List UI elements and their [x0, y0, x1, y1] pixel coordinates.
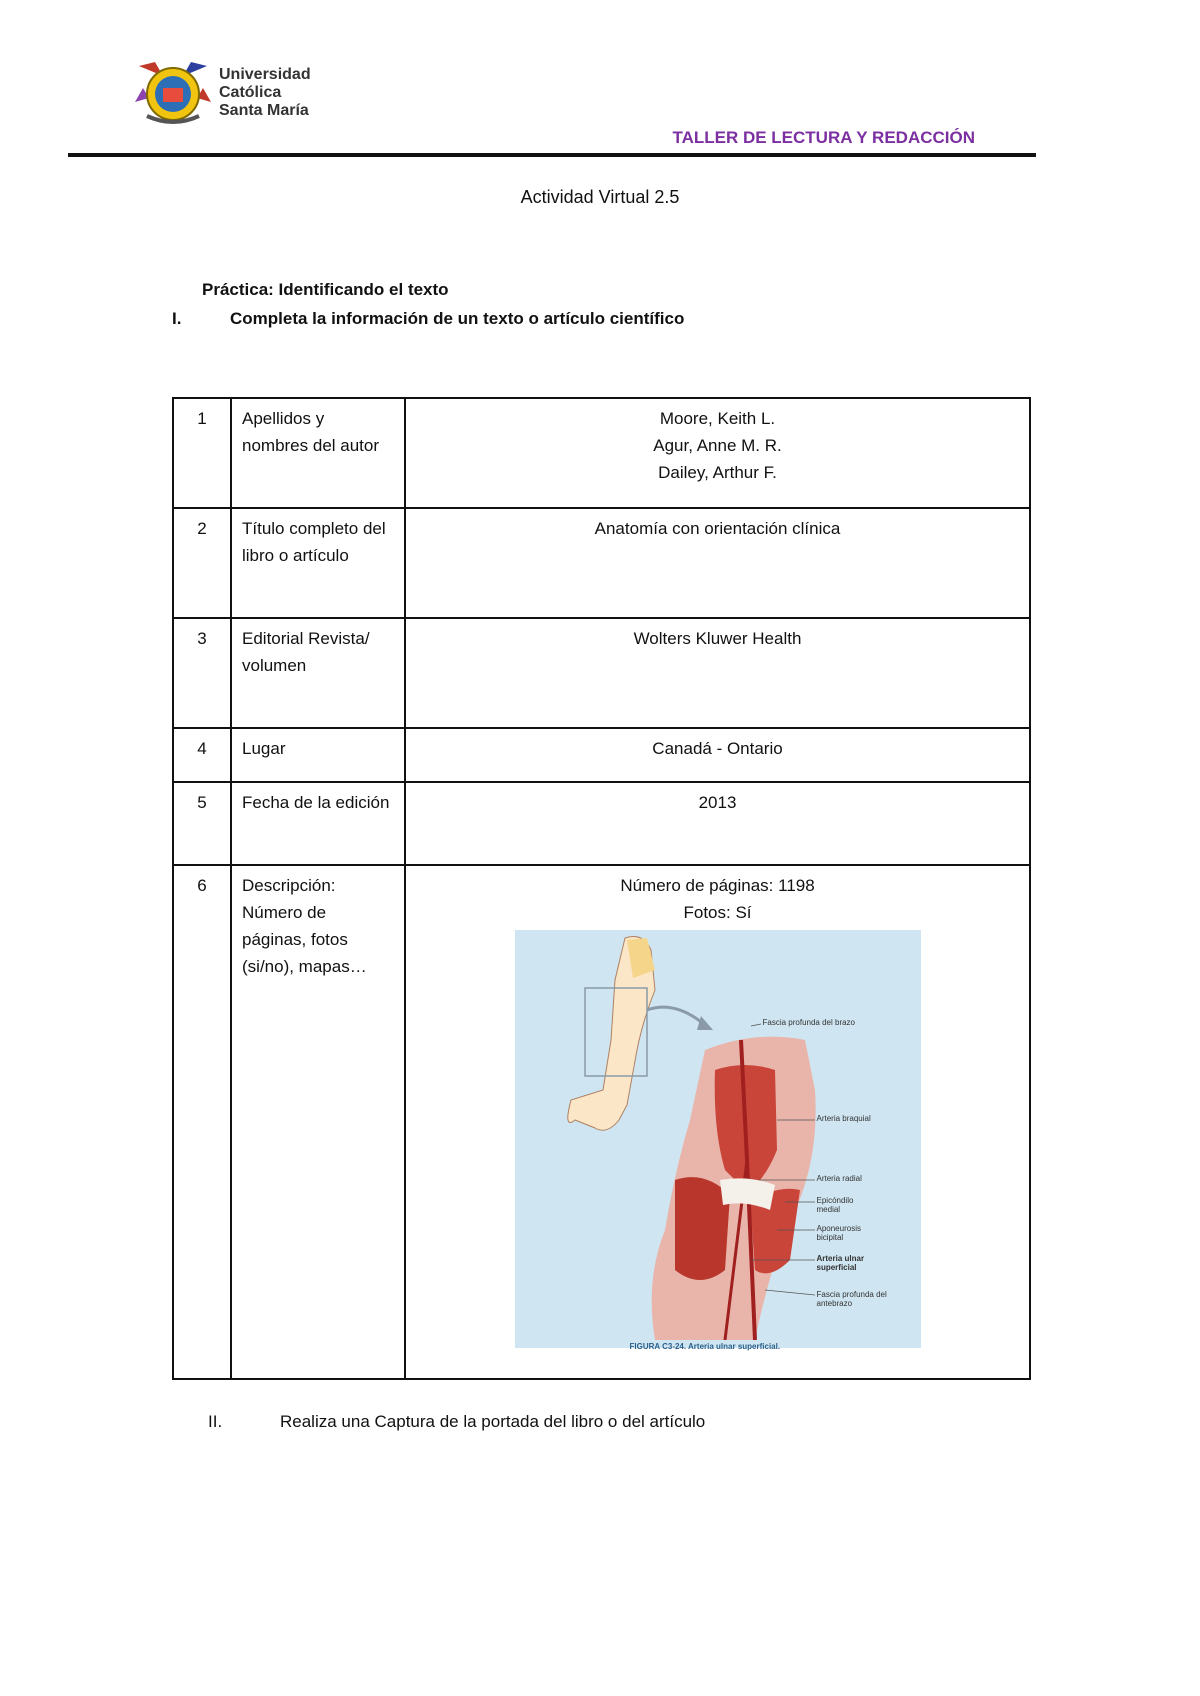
row-value: Wolters Kluwer Health	[405, 618, 1030, 728]
university-crest-icon	[133, 58, 213, 128]
author-1: Moore, Keith L.	[659, 409, 776, 428]
section-2-number: II.	[208, 1412, 223, 1431]
figure-label: Epicóndilo medial	[816, 1196, 854, 1214]
table-row	[173, 508, 1030, 618]
row-number: 3	[173, 618, 231, 728]
figure-label: Fascia profunda del brazo	[762, 1018, 855, 1027]
row-label: Editorial Revista/ volumen	[231, 618, 405, 728]
section-1-heading	[172, 309, 684, 329]
anatomy-figure	[515, 930, 921, 1351]
section-2-heading	[208, 1412, 705, 1432]
table-row	[173, 398, 1030, 508]
university-name-line-2: Católica	[219, 84, 282, 101]
university-name-line-3: Santa María	[219, 102, 309, 119]
document-title: Actividad Virtual 2.5	[520, 187, 680, 207]
figure-label: Arteria radial	[816, 1174, 862, 1183]
author-2: Agur, Anne M. R.	[653, 436, 782, 455]
row-value	[405, 865, 1030, 1379]
figure-label: Arteria braquial	[816, 1114, 871, 1123]
page-count: Número de páginas: 1198	[620, 876, 815, 895]
section-2-text: Realiza una Captura de la portada del libro o del artículo	[280, 1412, 706, 1431]
author-3: Dailey, Arthur F.	[658, 463, 777, 482]
row-number: 1	[173, 398, 231, 508]
university-name-line-1: Universidad	[219, 66, 311, 83]
figure-label: Fascia profunda del antebrazo	[816, 1290, 887, 1308]
row-value: Canadá - Ontario	[405, 728, 1030, 782]
practice-heading: Práctica: Identificando el texto	[202, 280, 449, 299]
arm-anatomy-illustration	[515, 930, 921, 1348]
course-title: TALLER DE LECTURA Y REDACCIÓN	[672, 128, 975, 147]
figure-label: Aponeurosis bicipital	[816, 1224, 861, 1242]
table-row	[173, 618, 1030, 728]
row-label: Descripción: Número de páginas, fotos (si/no), mapas…	[231, 865, 405, 1379]
reference-info-table	[172, 397, 1031, 1380]
figure-caption: FIGURA C3-24. Arteria ulnar superficial.	[629, 1342, 781, 1351]
figure-label: Arteria ulnar superficial	[816, 1254, 865, 1272]
row-number: 6	[173, 865, 231, 1379]
photos-flag: Fotos: Sí	[683, 903, 752, 922]
section-1-number: I.	[172, 309, 182, 328]
section-1-text: Completa la información de un texto o artículo científico	[230, 309, 685, 328]
row-label: Título completo del libro o artículo	[231, 508, 405, 618]
row-value: 2013	[405, 782, 1030, 865]
table-row	[173, 865, 1030, 1379]
university-logo	[133, 58, 348, 128]
row-label: Fecha de la edición	[231, 782, 405, 865]
header-divider	[68, 153, 1036, 157]
row-value: Anatomía con orientación clínica	[405, 508, 1030, 618]
table-row	[173, 782, 1030, 865]
row-number: 5	[173, 782, 231, 865]
row-label: Lugar	[231, 728, 405, 782]
row-label: Apellidos y nombres del autor	[231, 398, 405, 508]
row-value	[405, 398, 1030, 508]
row-number: 2	[173, 508, 231, 618]
row-number: 4	[173, 728, 231, 782]
table-row	[173, 728, 1030, 782]
